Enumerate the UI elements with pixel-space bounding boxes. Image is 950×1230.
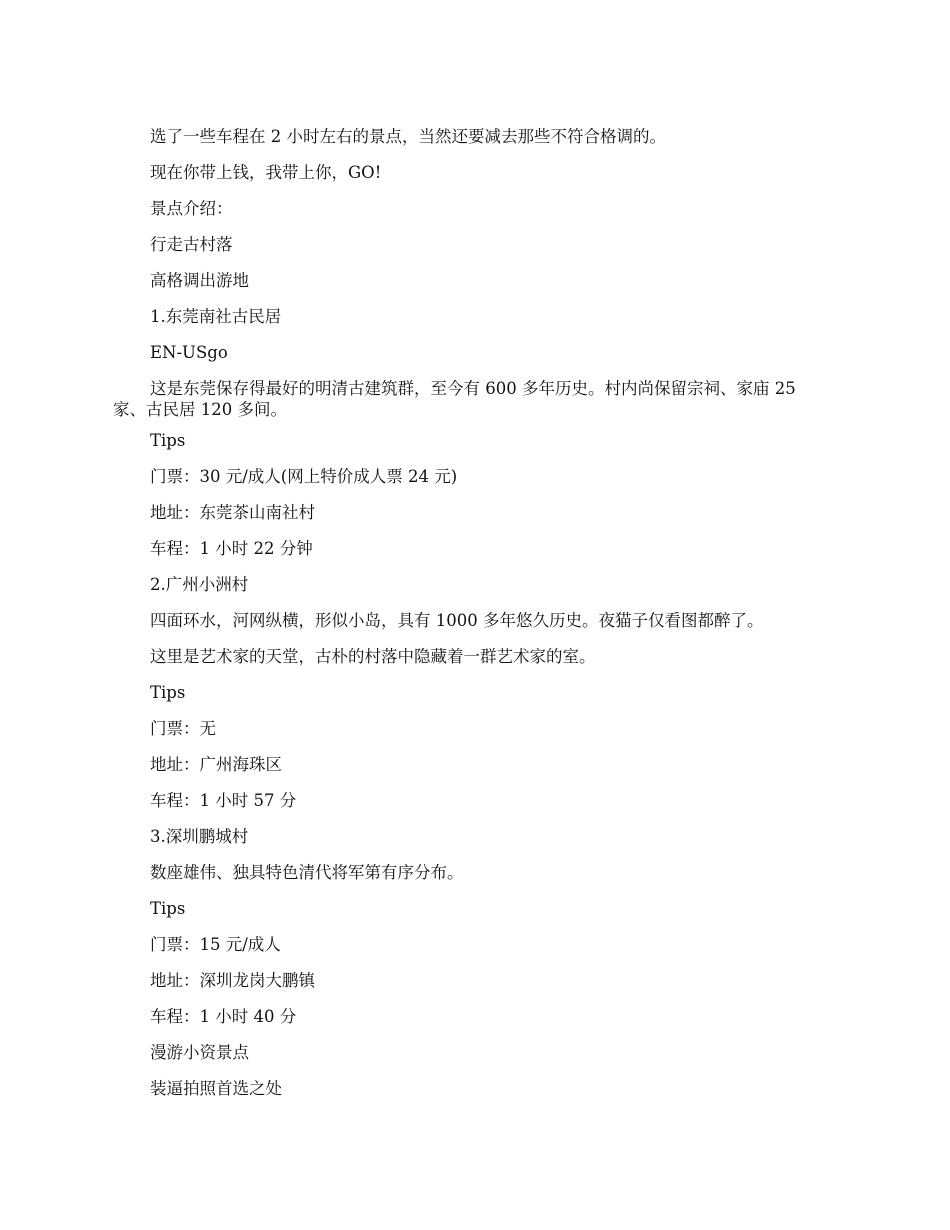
travel-time-info: 车程：1 小时 22 分钟 — [150, 539, 313, 558]
travel-time-info: 车程：1 小时 40 分 — [150, 1007, 297, 1026]
spot-description: 这里是艺术家的天堂，古朴的村落中隐藏着一群艺术家的室。 — [150, 647, 596, 666]
spot-title: 3.深圳鹏城村 — [150, 827, 249, 846]
spot-description: 四面环水，河网纵横，形似小岛，具有 1000 多年悠久历史。夜猫子仅看图都醉了。 — [150, 611, 764, 630]
ticket-info: 门票：15 元/成人 — [150, 935, 281, 954]
section-heading: 景点介绍： — [150, 199, 233, 218]
section-heading: 行走古村落 — [150, 235, 233, 254]
address-info: 地址：东莞茶山南社村 — [150, 503, 315, 522]
ticket-info: 门票：无 — [150, 719, 216, 738]
spot-title: 2.广州小洲村 — [150, 575, 249, 594]
spot-description: 这是东莞保存得最好的明清古建筑群，至今有 600 多年历史。村内尚保留宗祠、家庙 25 家、古民居 120 多间。 — [113, 379, 796, 419]
travel-time-info: 车程：1 小时 57 分 — [150, 791, 297, 810]
tips-label: Tips — [150, 899, 186, 918]
intro-line: 选了一些车程在 2 小时左右的景点，当然还要减去那些不符合格调的。 — [150, 127, 666, 146]
section-heading: 高格调出游地 — [150, 271, 249, 290]
ticket-info: 门票：30 元/成人(网上特价成人票 24 元) — [150, 467, 458, 486]
address-info: 地址：深圳龙岗大鹏镇 — [150, 971, 315, 990]
text-line: EN-USgo — [150, 343, 228, 362]
section-heading: 装逼拍照首选之处 — [150, 1079, 282, 1098]
address-info: 地址：广州海珠区 — [150, 755, 282, 774]
document-body — [113, 122, 828, 1110]
section-heading: 漫游小资景点 — [150, 1043, 249, 1062]
tips-label: Tips — [150, 431, 186, 450]
tips-label: Tips — [150, 683, 186, 702]
spot-description: 数座雄伟、独具特色清代将军第有序分布。 — [150, 863, 464, 882]
intro-line: 现在你带上钱，我带上你，GO! — [150, 163, 382, 182]
spot-title: 1.东莞南社古民居 — [150, 307, 282, 326]
